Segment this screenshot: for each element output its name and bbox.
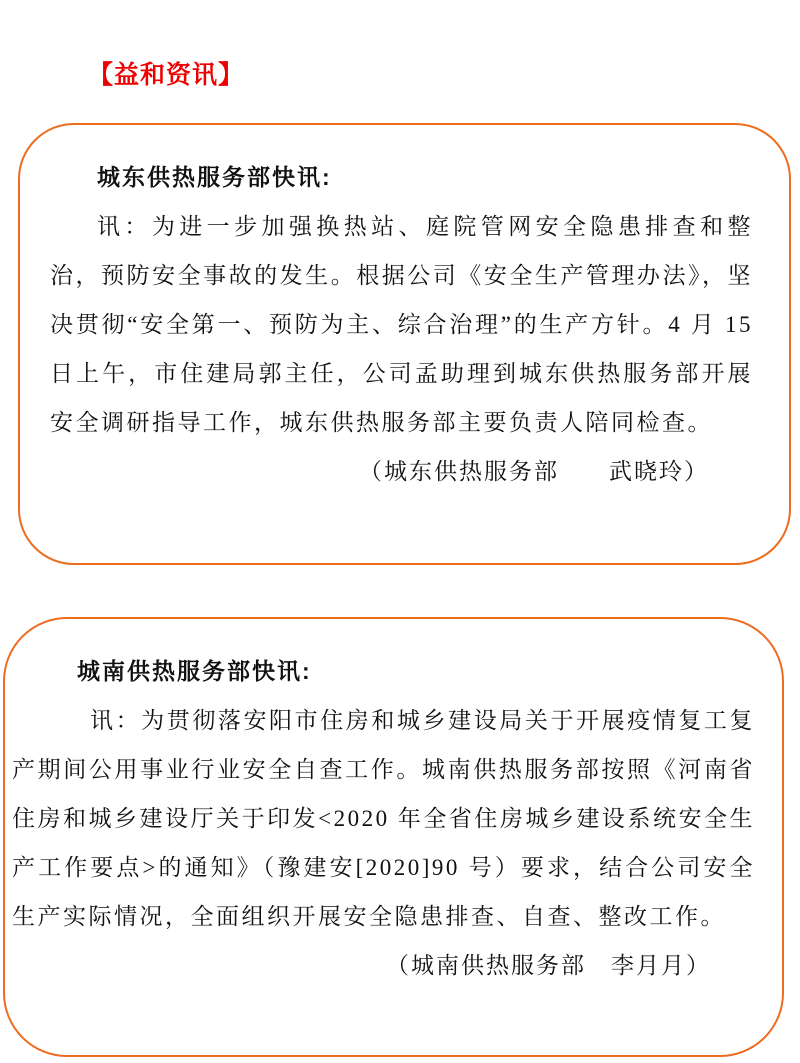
news-card-title: 城东供热服务部快讯: (97, 164, 332, 190)
news-card-body: 讯：为贯彻落安阳市住房和城乡建设局关于开展疫情复工复产期间公用事业行业安全自查工作。城南供热服务部按照《河南省住房和城乡建设厅关于印发<2020 年全省住房城乡建设系统安全生产工作要点>的通知》（豫建安[2020]90 号）要求，结合公司安全生产实际情况，全面组织开展安全隐患排查、自查、整改工作。 (12, 708, 755, 929)
news-card-body: 讯：为进一步加强换热站、庭院管网安全隐患排查和整治，预防安全事故的发生。根据公司《安全生产管理办法》，坚决贯彻“安全第一、预防为主、综合治理”的生产方针。4 月 15 日上午，市住建局郭主任，公司孟助理到城东供热服务部开展安全调研指导工作，城东供热服务部主要负责人陪同检查。 (50, 214, 753, 435)
news-card-chengnan (3, 617, 784, 1057)
page-title: 【益和资讯】 (88, 61, 245, 89)
news-card-title: 城南供热服务部快讯: (77, 658, 312, 684)
news-card-chengdong (18, 123, 791, 565)
news-card-signature: （城南供热服务部 李月月） (386, 953, 711, 978)
news-card-signature: （城东供热服务部 武晓玲） (359, 459, 709, 484)
